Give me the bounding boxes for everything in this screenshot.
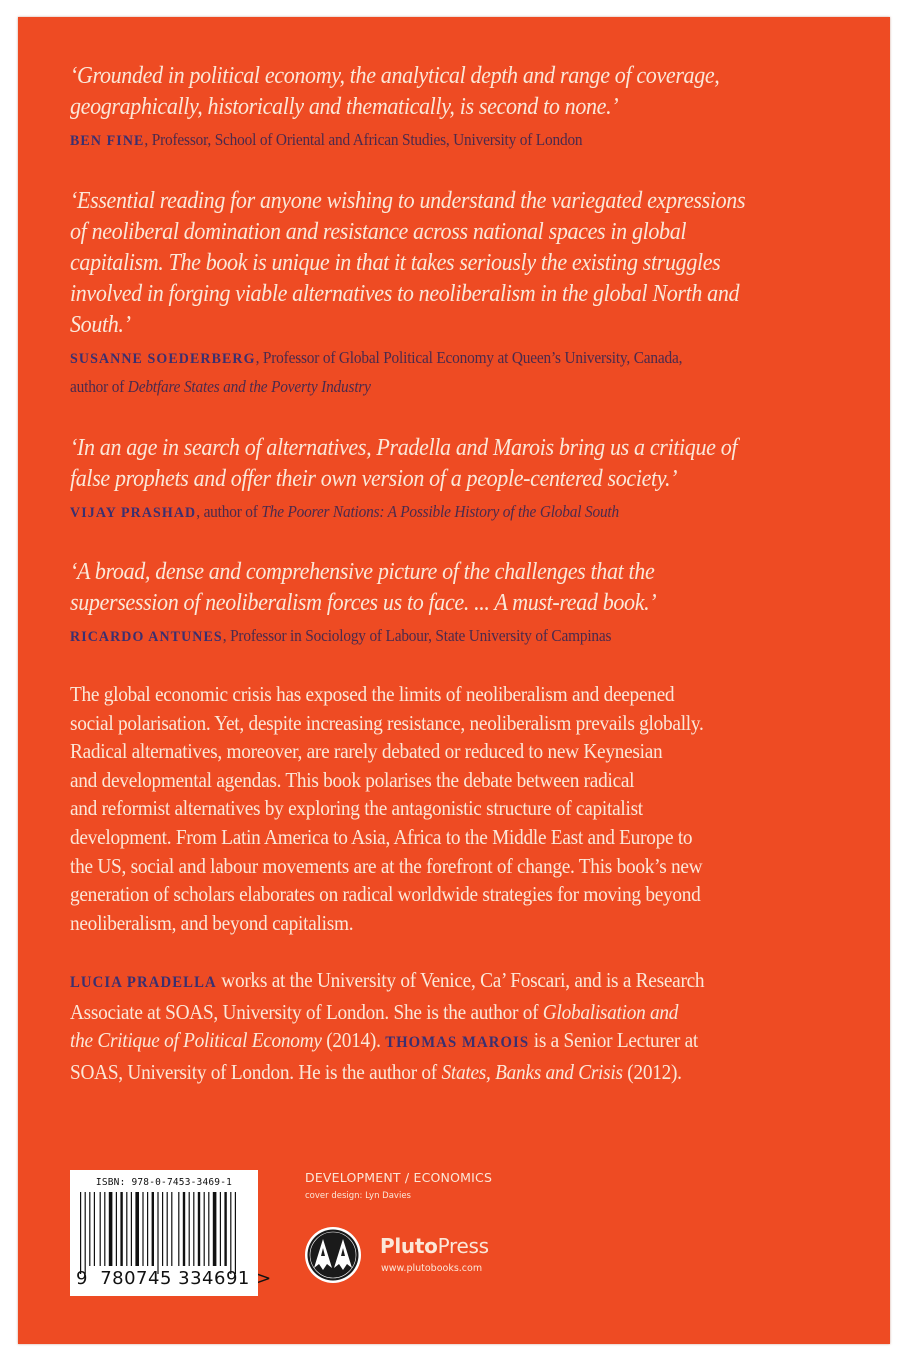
quote-line: involved in forging viable alternatives to neoliberalism in the global North and	[70, 280, 740, 307]
barcode-bar	[104, 1192, 105, 1266]
author-name: THOMAS MAROIS	[385, 1034, 530, 1052]
publisher-url[interactable]: www.plutobooks.com	[381, 1263, 483, 1274]
barcode-bar	[213, 1192, 217, 1266]
endorser-affiliation: , Professor of Global Political Economy at Queen’s University, Canada,	[255, 348, 683, 367]
barcode-bar	[142, 1192, 143, 1266]
barcode-bar	[189, 1192, 190, 1266]
barcode-bar	[230, 1192, 231, 1274]
book-description	[70, 680, 850, 937]
description-line: social polarisation. Yet, despite increasing resistance, neoliberalism prevails globally.	[70, 710, 704, 735]
endorsement-quote	[70, 556, 849, 618]
endorser-name: RICARDO ANTUNES	[70, 629, 223, 645]
barcode-bar	[204, 1192, 205, 1266]
publisher-name-light: Press	[437, 1234, 489, 1258]
endorser-affiliation: , Professor in Sociology of Labour, State University of Campinas	[222, 626, 612, 645]
barcode-bar	[85, 1192, 86, 1274]
bio-text: (2012).	[622, 1059, 682, 1084]
barcode-bar	[80, 1192, 81, 1274]
barcode-bar	[235, 1192, 236, 1274]
endorsement-attribution	[70, 622, 851, 651]
quote-line: false prophets and offer their own version of a people-centered society.’	[70, 465, 678, 492]
endorser-affiliation: , author of	[196, 502, 262, 521]
barcode-bar	[89, 1192, 90, 1266]
endorsement-2	[70, 185, 850, 400]
barcode-bar	[183, 1192, 185, 1266]
bio-text: is a Senior Lecturer at	[529, 1028, 698, 1053]
endorsement-attribution	[70, 498, 851, 527]
barcode-bar	[109, 1192, 113, 1266]
barcode-bar	[167, 1192, 168, 1266]
endorser-name: SUSANNE SOEDERBERG	[70, 351, 256, 367]
bio-text: Associate at SOAS, University of London. She is the author of	[70, 999, 543, 1024]
endorser-affiliation: author of	[70, 377, 128, 396]
description-line: The global economic crisis has exposed the limits of neoliberalism and deepened	[70, 682, 675, 706]
author-bios	[70, 966, 850, 1086]
description-line: the US, social and labour movements are at the forefront of change. This book’s new	[70, 853, 703, 878]
endorser-book-title: The Poorer Nations: A Possible History of the Global South	[261, 502, 620, 521]
endorsement-3	[70, 432, 850, 527]
pluto-press-logo-icon	[304, 1226, 362, 1284]
barcode-bar	[152, 1192, 154, 1266]
quote-line: ‘Essential reading for anyone wishing to understand the variegated expressions	[70, 187, 746, 214]
barcode-bar	[147, 1192, 148, 1266]
description-line: and developmental agendas. This book polarises the debate between radical	[70, 767, 635, 792]
barcode-bar	[126, 1192, 127, 1266]
quote-line: geographically, historically and thematically, is second to none.’	[70, 93, 619, 120]
bio-text: (2014).	[321, 1028, 386, 1053]
description-line: neoliberalism, and beyond capitalism.	[70, 910, 354, 935]
endorsement-1	[70, 60, 850, 155]
quiet-zone-marker: >	[256, 1268, 272, 1289]
description-line: and reformist alternatives by exploring the antagonistic structure of capitalist	[70, 796, 643, 821]
endorsement-4	[70, 556, 850, 651]
quote-line: of neoliberal domination and resistance across national spaces in global	[70, 218, 687, 245]
endorsement-attribution	[70, 126, 851, 155]
description-line: generation of scholars elaborates on radical worldwide strategies for moving beyond	[70, 882, 701, 907]
ean-first-digit: 9	[76, 1268, 88, 1289]
barcode-bar	[135, 1192, 139, 1266]
author-name: LUCIA PRADELLA	[70, 974, 217, 991]
book-title: Globalisation and	[542, 999, 679, 1024]
ean-digits	[76, 1268, 272, 1289]
quote-line: supersession of neoliberalism forces us to face. ... A must-read book.’	[70, 589, 657, 616]
barcode-bar	[178, 1192, 179, 1266]
barcode-bar	[131, 1192, 132, 1266]
endorsement-quote	[70, 185, 849, 340]
description-line: development. From Latin America to Asia, Africa to the Middle East and Europe to	[70, 824, 693, 849]
quote-line: South.’	[70, 311, 131, 338]
quote-line: ‘In an age in search of alternatives, Pradella and Marois bring us a critique of	[70, 434, 738, 461]
cover-design-credit: cover design: Lyn Davies	[305, 1191, 411, 1201]
quote-line: ‘A broad, dense and comprehensive picture of the challenges that the	[70, 558, 655, 585]
ean-left-group: 780745	[100, 1268, 172, 1289]
description-line: Radical alternatives, moreover, are rarely debated or reduced to new Keynesian	[70, 739, 663, 764]
barcode-bar	[120, 1192, 122, 1266]
isbn-label: ISBN: 978-0-7453-3469-1	[95, 1177, 233, 1188]
book-title: the Critique of Political Economy	[70, 1028, 322, 1053]
endorser-book-title: Debtfare States and the Poverty Industry	[127, 377, 371, 396]
quote-line: ‘Grounded in political economy, the analytical depth and range of coverage,	[70, 62, 720, 89]
isbn-barcode	[70, 1170, 272, 1296]
barcode-bar	[193, 1192, 194, 1266]
ean-right-group: 334691	[178, 1268, 250, 1289]
endorser-affiliation: , Professor, School of Oriental and African Studies, University of London	[144, 130, 583, 149]
barcode-bar	[116, 1192, 117, 1266]
barcode-bar	[94, 1192, 95, 1266]
barcode-bar	[220, 1192, 221, 1266]
quote-line: capitalism. The book is unique in that it takes seriously the existing struggles	[70, 249, 721, 276]
barcode-bar	[208, 1192, 209, 1266]
bio-text: SOAS, University of London. He is the author of	[70, 1059, 442, 1084]
barcode-bars-icon	[78, 1192, 250, 1274]
subject-category: DEVELOPMENT / ECONOMICS	[305, 1170, 493, 1185]
endorsement-quote	[70, 432, 849, 494]
bio-text: works at the University of Venice, Ca’ Foscari, and is a Research	[216, 968, 705, 992]
endorser-name: BEN FINE	[70, 133, 145, 149]
barcode-bar	[224, 1192, 226, 1266]
barcode-bar	[157, 1192, 158, 1274]
publisher-name-bold: Pluto	[380, 1234, 438, 1258]
endorser-name: VIJAY PRASHAD	[70, 505, 197, 521]
endorsement-quote	[70, 60, 849, 122]
barcode-bar	[100, 1192, 101, 1266]
publisher-name	[380, 1234, 489, 1258]
book-title: States, Banks and Crisis	[441, 1059, 623, 1084]
endorsement-attribution	[70, 344, 851, 400]
barcode-bar	[171, 1192, 172, 1266]
barcode-bar	[162, 1192, 163, 1266]
barcode-bar	[198, 1192, 200, 1266]
